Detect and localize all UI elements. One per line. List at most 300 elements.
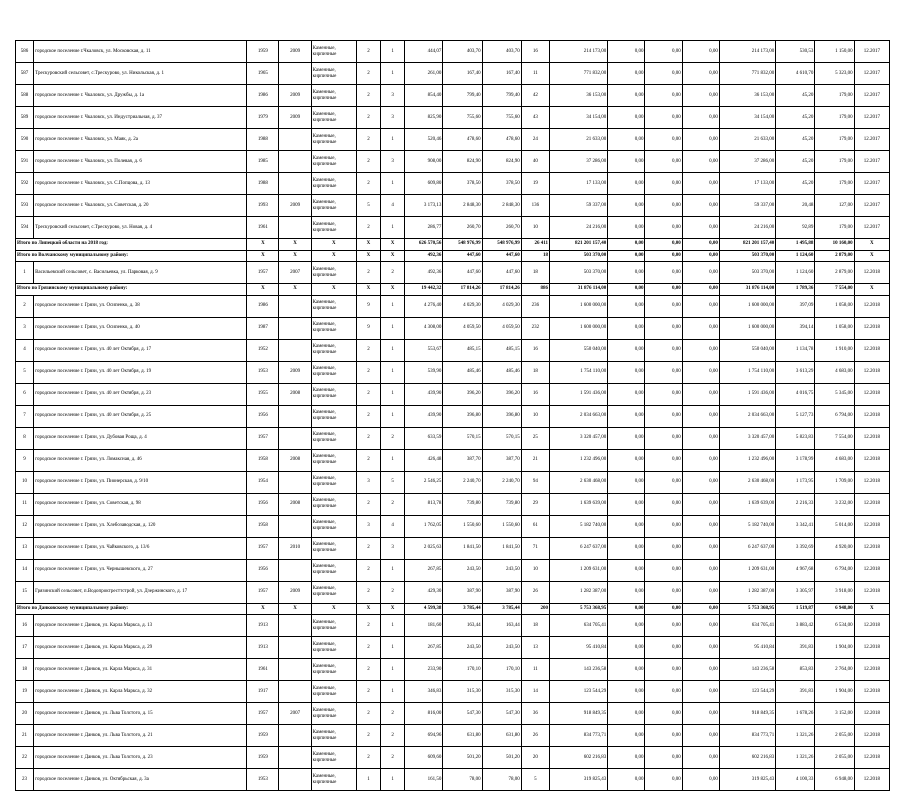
table-cell: 0,00 [645, 703, 682, 725]
summary-cell: X [311, 284, 356, 296]
table-cell: 0,00 [608, 559, 645, 581]
table-cell: 0,00 [645, 405, 682, 427]
table-cell: 1 591 436,00 [719, 383, 775, 405]
address-cell: городское поселение г. Данков, ул. Карла Маркса, д. 31 [34, 659, 247, 681]
table-cell: Каменные, кирпичные [311, 85, 356, 107]
table-cell: 12.2017 [854, 195, 889, 217]
table-cell: 0,00 [608, 405, 645, 427]
summary-cell: 17 814,26 [443, 284, 482, 296]
address-cell: городское поселение г. Грязи, ул. 40 лет Октября, д. 25 [34, 405, 247, 427]
table-cell: 0,00 [645, 41, 682, 63]
table-cell: 1 600 000,00 [549, 317, 607, 339]
table-cell: 2 [356, 217, 380, 239]
table-cell: 0,00 [682, 151, 719, 173]
row-number-cell: 593 [16, 195, 34, 217]
table-cell: 0,00 [608, 41, 645, 63]
summary-cell: X [356, 284, 380, 296]
summary-cell: 548 976,99 [482, 239, 521, 251]
table-cell: 403,70 [482, 41, 521, 63]
table-row [16, 537, 890, 559]
table-cell: 3 342,41 [776, 515, 815, 537]
table-cell: 2 [356, 637, 380, 659]
table-cell: 143 236,58 [719, 659, 775, 681]
table-cell: 0,00 [608, 515, 645, 537]
table-cell: Каменные, кирпичные [311, 41, 356, 63]
table-cell: 387,70 [482, 449, 521, 471]
table-row [16, 405, 890, 427]
table-cell: 6 247 637,00 [549, 537, 607, 559]
table-cell: 1917 [247, 681, 279, 703]
table-cell: 2 034 663,00 [549, 405, 607, 427]
table-cell: Каменные, кирпичные [311, 195, 356, 217]
row-number-cell: 2 [16, 295, 34, 317]
table-cell [279, 317, 311, 339]
summary-cell: X [279, 603, 311, 615]
table-cell: 1 [381, 405, 405, 427]
table-cell: 2 [356, 173, 380, 195]
table-cell: 2 [356, 151, 380, 173]
table-row [16, 361, 890, 383]
table-cell: 0,00 [608, 195, 645, 217]
table-cell: 816,00 [405, 703, 443, 725]
table-cell: 854,40 [405, 85, 443, 107]
table-cell: 0,00 [608, 681, 645, 703]
table-cell: 12.2017 [854, 129, 889, 151]
summary-cell: 6 948,00 [815, 603, 854, 615]
table-cell: 631,80 [482, 725, 521, 747]
table-cell: 1 209 631,00 [549, 559, 607, 581]
table-cell: 1957 [247, 262, 279, 284]
row-number-cell: 21 [16, 725, 34, 747]
table-row [16, 769, 890, 791]
table-cell: 2 [356, 63, 380, 85]
table-cell: 553,67 [405, 339, 443, 361]
table-cell: 45,20 [776, 129, 815, 151]
summary-cell: 3 785,44 [443, 603, 482, 615]
table-cell: 1 173,95 [776, 471, 815, 493]
table-cell: 34 154,00 [549, 107, 607, 129]
table-cell: 631,80 [443, 725, 482, 747]
address-cell: городское поселение г. Грязи, ул. 40 лет Октября, д. 19 [34, 361, 247, 383]
table-row [16, 151, 890, 173]
table-cell: 0,00 [682, 217, 719, 239]
summary-cell: 0,00 [682, 250, 719, 262]
summary-cell: 626 570,56 [405, 239, 443, 251]
table-cell [279, 295, 311, 317]
table-cell: 492,36 [405, 262, 443, 284]
table-cell: 1913 [247, 615, 279, 637]
table-cell: 3 173,13 [405, 195, 443, 217]
table-cell: 12.2018 [854, 659, 889, 681]
table-cell: 813,78 [405, 493, 443, 515]
table-cell: 0,00 [682, 262, 719, 284]
summary-cell: 821 201 157,40 [549, 239, 607, 251]
table-cell: Каменные, кирпичные [311, 769, 356, 791]
table-cell: 478,60 [443, 129, 482, 151]
table-cell: 12.2017 [854, 173, 889, 195]
address-cell: городское поселение г. Грязи, ул. 40 лет Октября, д. 23 [34, 383, 247, 405]
address-cell: городское поселение г. Грязи, ул. Ломаксная, д. 46 [34, 449, 247, 471]
table-cell: 444,07 [405, 41, 443, 63]
table-cell: 92,89 [776, 217, 815, 239]
table-cell: 2008 [279, 383, 311, 405]
address-cell: городское поселение г. Грязи, ул. Дубовая Роща, д. 4 [34, 427, 247, 449]
table-cell: Каменные, кирпичные [311, 383, 356, 405]
table-cell: 0,00 [608, 747, 645, 769]
table-cell: 12.2018 [854, 339, 889, 361]
table-cell: 123 544,29 [719, 681, 775, 703]
table-cell: 260,70 [482, 217, 521, 239]
table-cell: 1953 [247, 361, 279, 383]
table-cell: 834 773,71 [719, 725, 775, 747]
table-cell: 447,60 [482, 262, 521, 284]
table-cell: 12.2017 [854, 107, 889, 129]
table-cell: 3 883,42 [776, 615, 815, 637]
table-cell: 6 534,00 [815, 615, 854, 637]
table-cell: 0,00 [645, 151, 682, 173]
table-cell: 609,60 [405, 747, 443, 769]
summary-cell: X [356, 603, 380, 615]
table-cell: 19 [521, 173, 549, 195]
table-cell: 1987 [247, 317, 279, 339]
summary-cell: 0,00 [608, 239, 645, 251]
table-cell [279, 769, 311, 791]
table-cell: 267,85 [405, 637, 443, 659]
table-cell: 539,90 [405, 361, 443, 383]
table-cell: 17 133,00 [719, 173, 775, 195]
table-cell: 0,00 [682, 681, 719, 703]
summary-cell: 7 554,00 [815, 284, 854, 296]
table-cell: 2007 [279, 703, 311, 725]
table-cell: 0,00 [645, 493, 682, 515]
address-cell: городское поселение г. Грязи, ул. Осипенко, д. 40 [34, 317, 247, 339]
table-cell: 550 040,00 [549, 339, 607, 361]
table-cell: 2 [381, 262, 405, 284]
table-cell: 167,40 [482, 63, 521, 85]
table-cell: 2 [356, 262, 380, 284]
table-cell: 0,00 [682, 427, 719, 449]
table-cell: 6 794,00 [815, 559, 854, 581]
summary-cell: 10 160,00 [815, 239, 854, 251]
address-cell: городское поселение г. Чкаловск, ул. Индустриальная, д. 37 [34, 107, 247, 129]
table-cell: 439,90 [405, 383, 443, 405]
table-cell: 1 282 387,00 [549, 581, 607, 603]
table-cell: 13 [521, 637, 549, 659]
table-cell: 12.2017 [854, 217, 889, 239]
table-cell: 1 754 110,00 [549, 361, 607, 383]
table-cell: 1956 [247, 405, 279, 427]
table-cell: 4 [381, 195, 405, 217]
table-cell: 236 [521, 295, 549, 317]
table-cell: 0,00 [682, 659, 719, 681]
summary-cell: 4 599,38 [405, 603, 443, 615]
table-cell: 37 286,00 [719, 151, 775, 173]
table-cell: Каменные, кирпичные [311, 151, 356, 173]
address-cell: городское поселение г. Грязи, ул. Советская, д. 98 [34, 493, 247, 515]
table-cell: 0,00 [645, 63, 682, 85]
table-cell: 12.2018 [854, 769, 889, 791]
row-number-cell: 4 [16, 339, 34, 361]
table-cell: 12.2018 [854, 581, 889, 603]
table-cell: 0,00 [682, 449, 719, 471]
address-cell: Трескуровский сельсовет, с.Трескурово, ул. Никольская, д. 1 [34, 63, 247, 85]
table-row [16, 659, 890, 681]
table-cell: 2 630 468,00 [719, 471, 775, 493]
table-cell: 2009 [279, 581, 311, 603]
table-cell: 0,00 [645, 515, 682, 537]
table-cell: 2 055,00 [815, 747, 854, 769]
table-cell: 2 848,30 [443, 195, 482, 217]
table-cell: 12.2017 [854, 151, 889, 173]
table-cell: 0,00 [645, 317, 682, 339]
table-cell: 2009 [279, 361, 311, 383]
table-cell: Каменные, кирпичные [311, 107, 356, 129]
table-cell: 2 [356, 493, 380, 515]
table-cell: 0,00 [645, 559, 682, 581]
table-cell [279, 725, 311, 747]
table-cell: 1 [381, 615, 405, 637]
summary-cell: X [279, 250, 311, 262]
table-cell: 1 [381, 681, 405, 703]
address-cell: городское поселение г. Грязи, ул. Чернышевского, д. 27 [34, 559, 247, 581]
table-row [16, 747, 890, 769]
table-cell: 1 058,00 [815, 295, 854, 317]
table-cell: 1 762,05 [405, 515, 443, 537]
table-cell: 0,00 [608, 107, 645, 129]
table-cell: Каменные, кирпичные [311, 637, 356, 659]
table-cell: 0,00 [682, 703, 719, 725]
table-cell: 59 337,00 [549, 195, 607, 217]
table-cell: 1 600 000,00 [719, 317, 775, 339]
table-cell: 396,20 [443, 383, 482, 405]
table-cell: 5 [356, 195, 380, 217]
table-cell: 0,00 [645, 637, 682, 659]
summary-cell: 0,00 [682, 284, 719, 296]
table-cell: 3 320 457,00 [719, 427, 775, 449]
table-cell: 1 600 000,00 [549, 295, 607, 317]
table-cell: 0,00 [608, 262, 645, 284]
table-cell: 1958 [247, 515, 279, 537]
table-cell: 0,00 [645, 383, 682, 405]
summary-label: Итого по Данковскому муниципальному району: [16, 603, 247, 615]
table-row [16, 85, 890, 107]
table-cell: 243,50 [443, 559, 482, 581]
table-cell: 3 [381, 537, 405, 559]
table-cell: Каменные, кирпичные [311, 339, 356, 361]
row-number-cell: 7 [16, 405, 34, 427]
table-cell: 260,70 [443, 217, 482, 239]
table-cell: 391,83 [776, 681, 815, 703]
summary-cell: 0,00 [608, 284, 645, 296]
table-cell: 214 173,00 [549, 41, 607, 63]
table-cell: 0,00 [608, 493, 645, 515]
table-cell: 520,46 [405, 129, 443, 151]
row-number-cell: 8 [16, 427, 34, 449]
summary-cell: 548 976,99 [443, 239, 482, 251]
table-cell: 0,00 [608, 383, 645, 405]
table-cell: 3 [356, 515, 380, 537]
table-cell: Каменные, кирпичные [311, 427, 356, 449]
table-cell: 1 639 639,00 [549, 493, 607, 515]
table-cell: 170,10 [443, 659, 482, 681]
address-cell: городское поселение г. Данков, ул. Карла Маркса, д. 13 [34, 615, 247, 637]
table-cell [279, 515, 311, 537]
table-cell: 1988 [247, 173, 279, 195]
table-cell: 503 370,00 [549, 262, 607, 284]
summary-cell: 200 [521, 603, 549, 615]
row-number-cell: 19 [16, 681, 34, 703]
summary-cell: X [247, 603, 279, 615]
table-cell: 2 [356, 427, 380, 449]
summary-cell: 18 [521, 250, 549, 262]
table-cell: 2 546,25 [405, 471, 443, 493]
table-cell: 0,00 [682, 725, 719, 747]
summary-cell: 0,00 [682, 239, 719, 251]
table-cell: 1959 [247, 747, 279, 769]
table-cell: Каменные, кирпичные [311, 559, 356, 581]
table-cell: Каменные, кирпичные [311, 493, 356, 515]
table-cell: 609,80 [405, 173, 443, 195]
summary-cell: X [311, 250, 356, 262]
table-cell: 570,15 [443, 427, 482, 449]
table-cell: 4 029,30 [482, 295, 521, 317]
summary-cell: 503 370,00 [719, 250, 775, 262]
table-cell: 4 059,50 [482, 317, 521, 339]
table-cell: 12.2018 [854, 471, 889, 493]
table-cell: 429,30 [405, 581, 443, 603]
table-cell: 0,00 [608, 85, 645, 107]
table-cell: 2009 [279, 41, 311, 63]
table-cell: 4 683,00 [815, 361, 854, 383]
table-cell: 0,00 [645, 361, 682, 383]
table-cell: 1 904,00 [815, 637, 854, 659]
table-cell: 2008 [279, 449, 311, 471]
table-cell: 602 216,83 [549, 747, 607, 769]
table-cell: 10 [521, 405, 549, 427]
address-cell: городское поселение г. Грязи, ул. Осипенко, д. 38 [34, 295, 247, 317]
table-cell: 16 [521, 339, 549, 361]
table-cell: Каменные, кирпичные [311, 703, 356, 725]
row-number-cell: 3 [16, 317, 34, 339]
table-row [16, 703, 890, 725]
table-cell: 918 849,35 [549, 703, 607, 725]
table-cell: 243,50 [482, 559, 521, 581]
table-cell: 25 [521, 427, 549, 449]
table-cell: 1961 [247, 217, 279, 239]
table-cell: 1 [381, 217, 405, 239]
row-number-cell: 5 [16, 361, 34, 383]
table-cell: 45,20 [776, 107, 815, 129]
table-cell: 2 [356, 725, 380, 747]
summary-label: Итого по Грязинскому муниципальному району: [16, 284, 247, 296]
table-cell: 4 920,00 [815, 537, 854, 559]
table-cell: 179,00 [815, 217, 854, 239]
table-cell: 0,00 [645, 747, 682, 769]
table-cell: 18 [521, 615, 549, 637]
summary-cell: 886 [521, 284, 549, 296]
table-cell: 2 [356, 747, 380, 769]
table-cell: Каменные, кирпичные [311, 63, 356, 85]
table-cell: 3 [381, 85, 405, 107]
table-row [16, 339, 890, 361]
table-cell: 167,40 [443, 63, 482, 85]
table-cell: 0,00 [608, 295, 645, 317]
table-cell: 1 321,26 [776, 747, 815, 769]
summary-cell: X [854, 603, 889, 615]
table-cell: 0,00 [645, 769, 682, 791]
table-cell: 908,00 [405, 151, 443, 173]
table-row [16, 295, 890, 317]
table-cell: 5 345,00 [815, 383, 854, 405]
table-cell: 179,00 [815, 151, 854, 173]
table-cell: 12.2018 [854, 361, 889, 383]
summary-cell: 31 876 114,00 [719, 284, 775, 296]
table-cell: 1913 [247, 637, 279, 659]
table-cell: 1 841,50 [443, 537, 482, 559]
table-cell: 0,00 [608, 151, 645, 173]
table-cell: Каменные, кирпичные [311, 217, 356, 239]
address-cell: городское поселение г. Грязи, ул. Пионерская, д. 9/10 [34, 471, 247, 493]
register-sheet [15, 40, 890, 791]
table-cell: 1988 [247, 129, 279, 151]
table-cell: 3 178,99 [776, 449, 815, 471]
table-cell: 0,00 [682, 747, 719, 769]
table-cell: 3 392,69 [776, 537, 815, 559]
table-cell: Каменные, кирпичные [311, 615, 356, 637]
summary-cell: X [854, 239, 889, 251]
table-cell: 0,00 [645, 581, 682, 603]
summary-cell: 0,00 [645, 603, 682, 615]
table-cell: 95 410,84 [719, 637, 775, 659]
row-number-cell: 591 [16, 151, 34, 173]
table-cell: 0,00 [645, 173, 682, 195]
row-number-cell: 20 [16, 703, 34, 725]
summary-cell: 0,00 [608, 603, 645, 615]
table-cell: 12.2018 [854, 637, 889, 659]
table-cell: 1 [381, 339, 405, 361]
table-cell: 0,00 [608, 615, 645, 637]
table-cell: 10 [521, 217, 549, 239]
table-cell: 42 [521, 85, 549, 107]
table-cell: 0,00 [682, 317, 719, 339]
address-cell: городское поселение г. Данков, ул. Карла Маркса, д. 32 [34, 681, 247, 703]
table-cell: 0,00 [645, 107, 682, 129]
row-number-cell: 590 [16, 129, 34, 151]
table-cell: 2 240,70 [482, 471, 521, 493]
table-cell: 396,80 [482, 405, 521, 427]
summary-row [16, 284, 890, 296]
table-cell: 1 841,50 [482, 537, 521, 559]
table-cell: 1 209 631,00 [719, 559, 775, 581]
summary-cell: 821 201 157,40 [719, 239, 775, 251]
table-cell: 0,00 [608, 769, 645, 791]
table-cell: 0,00 [608, 427, 645, 449]
table-cell: 799,40 [482, 85, 521, 107]
table-cell: 0,00 [608, 63, 645, 85]
table-cell: 1957 [247, 703, 279, 725]
table-cell: 2 [356, 537, 380, 559]
table-cell [279, 659, 311, 681]
table-cell: 0,00 [645, 129, 682, 151]
table-cell: 4 967,68 [776, 559, 815, 581]
table-cell: Каменные, кирпичные [311, 361, 356, 383]
table-cell: 1 321,26 [776, 725, 815, 747]
summary-cell: X [311, 603, 356, 615]
table-row [16, 262, 890, 284]
table-cell: 4 276,40 [405, 295, 443, 317]
table-row [16, 173, 890, 195]
table-cell: 0,00 [682, 581, 719, 603]
